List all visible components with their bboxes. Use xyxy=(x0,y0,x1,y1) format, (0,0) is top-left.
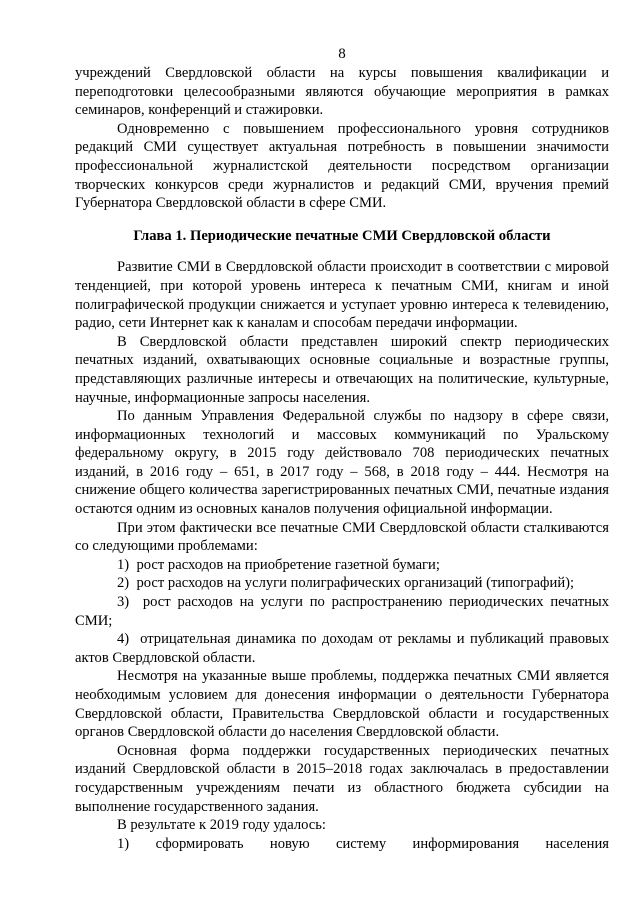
list-item-number: 1) xyxy=(117,835,130,852)
list-item-number: 3) xyxy=(117,594,130,611)
list-item-number: 1) xyxy=(117,556,130,573)
document-page xyxy=(75,45,609,853)
page-number: 8 xyxy=(338,46,346,62)
list-item-text: отрицательная динамика по доходам от рекламы и публикаций правовых актов Свердловской области. xyxy=(75,631,609,666)
chapter-heading: Глава 1. Периодические печатные СМИ Свердловской области xyxy=(133,227,551,244)
paragraph: Развитие СМИ в Свердловской области происходит в соответствии с мировой тенденцией, при которой уровень интереса к печатным СМИ, книгам и иной полиграфической продукции снижается и уступает уровню интереса к телевидению, радио, сети Интернет как к каналам и способам передачи информации. xyxy=(75,259,609,332)
paragraph: По данным Управления Федеральной службы по надзору в сфере связи, информационных технологий и массовых коммуникаций по Уральскому федеральному округу, в 2015 году действовало 708 периодических печатных изданий, в 2016 году – 651, в 2017 году – 568, в 2018 году – 444. Несмотря на снижение общего количества зарегистрированных печатных СМИ, печатные издания остаются одним из основных каналов получения официальной информации. xyxy=(75,408,609,518)
list-item xyxy=(75,630,609,667)
list-item xyxy=(75,556,609,575)
list-item-number: 4) xyxy=(117,631,130,648)
paragraph: Основная форма поддержки государственных периодических печатных изданий Свердловской области в 2015–2018 годах заключалась в предоставлении государственным учреждениям печати из областного бюджета субсидии на выполнение государственного задания. xyxy=(75,742,609,815)
paragraph: Одновременно с повышением профессионального уровня сотрудников редакций СМИ существует актуальная потребность в повышении значимости профессиональной журналистской деятельности посредством организации творческих конкурсов среди журналистов и редакций СМИ, вручения премий Губернатора Свердловской области в сфере СМИ. xyxy=(75,120,609,212)
paragraph: При этом фактически все печатные СМИ Свердловской области сталкиваются со следующими проблемами: xyxy=(75,519,609,555)
list-item-text: рост расходов на приобретение газетной бумаги; xyxy=(136,556,440,573)
list-item-text: рост расходов на услуги по распространению периодических печатных СМИ; xyxy=(75,594,609,629)
paragraph-continuation: учреждений Свердловской области на курсы повышения квалификации и переподготовки целесообразными являются обучающие мероприятия в рамках семинаров, конференций и стажировки. xyxy=(75,65,609,119)
paragraph: В результате к 2019 году удалось: xyxy=(117,817,326,834)
list-item-text: рост расходов на услуги полиграфических организаций (типографий); xyxy=(136,575,575,592)
list-item xyxy=(75,574,609,593)
list-item xyxy=(75,593,609,630)
list-item-text: сформировать новую систему информирования населения xyxy=(155,835,609,852)
list-item-number: 2) xyxy=(117,575,130,592)
paragraph: В Свердловской области представлен широкий спектр периодических печатных изданий, охватывающих основные социальные и возрастные группы, представляющих различные интересы и отвечающих на политические, культурные, научные, информационные запросы населения. xyxy=(75,333,609,406)
paragraph: Несмотря на указанные выше проблемы, поддержка печатных СМИ является необходимым условием для донесения информации о деятельности Губернатора Свердловской области, Правительства Свердловской области и государственных органов Свердловской области до населения Свердловской области. xyxy=(75,668,609,741)
list-item xyxy=(75,835,609,854)
